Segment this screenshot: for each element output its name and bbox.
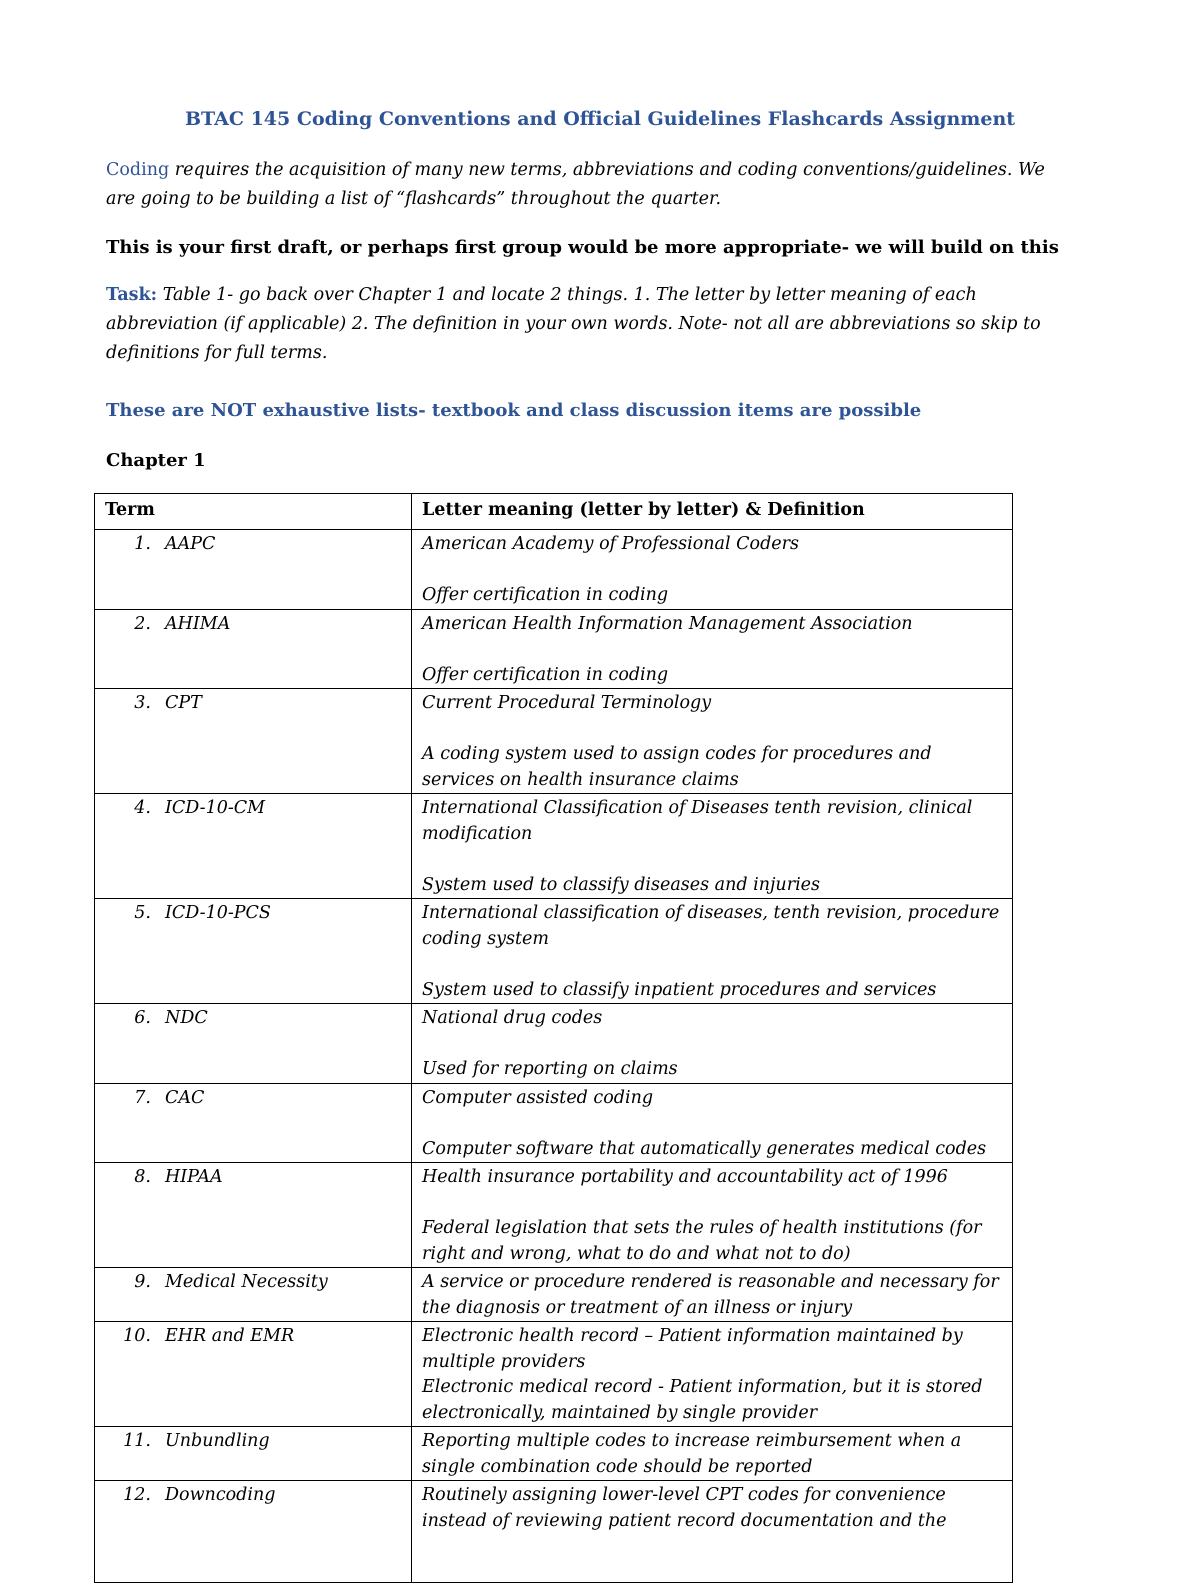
spacer [422,717,1002,743]
term-label: Medical Necessity [165,1272,328,1292]
letter-meaning: Computer assisted coding [422,1087,654,1108]
definition-text: Used for reporting on claims [422,1059,678,1079]
term-cell [95,1163,412,1268]
term-cell [95,689,412,794]
letter-meaning: International classification of diseases, tenth revision, procedure coding system [422,903,1000,949]
document-title: BTAC 145 Coding Conventions and Official Guidelines Flashcards Assignment [184,108,1016,130]
spacer [422,558,1002,584]
term-cell [95,1004,412,1084]
definition-text: A coding system used to assign codes for procedures and services on health insurance claims [422,744,932,790]
flashcards-table [94,493,1013,1583]
letter-meaning: National drug codes [422,1008,603,1028]
header-definition: Letter meaning (letter by letter) & Definition [412,494,1013,530]
term-cell [95,530,412,610]
spacer [422,1191,1002,1217]
letter-meaning: Routinely assigning lower-level CPT codes for convenience instead of reviewing patient record documentation and the [422,1485,947,1531]
row-number: 2. [134,613,151,634]
term-cell [95,1268,412,1322]
term-label: Unbundling [165,1431,270,1451]
letter-meaning: Health insurance portability and accountability act of 1996 [422,1167,948,1187]
letter-meaning: Current Procedural Terminology [422,693,712,713]
table-row [95,530,1013,610]
spacer [422,637,1002,663]
definition-cell [412,1427,1013,1481]
letter-meaning: International Classification of Diseases tenth revision, clinical modification [422,798,973,844]
term-label: CAC [165,1087,205,1108]
row-number: 12. [123,1485,151,1505]
term-cell [95,1083,412,1163]
definition-cell [412,689,1013,794]
letter-meaning: A service or procedure rendered is reasonable and necessary for the diagnosis or treatment of an illness or injury [422,1272,999,1318]
task-paragraph [106,281,1066,368]
table-row [95,794,1013,899]
intro-paragraph [106,156,1066,214]
term-cell [95,794,412,899]
task-text: Table 1- go back over Chapter 1 and locate 2 things. 1. The letter by letter meaning of each abbreviation (if applicable) 2. The definition in your own words. Note- not all are abbreviations so skip to definitions for full terms. [106,285,1041,363]
row-number: 10. [123,1326,151,1346]
term-label: HIPAA [165,1167,223,1187]
spacer [422,1032,1002,1058]
chapter-heading: Chapter 1 [106,450,206,471]
definition-text: Offer certification in coding [422,664,669,685]
definition-cell [412,609,1013,689]
definition-cell [412,899,1013,1004]
table-body [95,530,1013,1583]
table-row [95,899,1013,1004]
definition-cell [412,1083,1013,1163]
definition-cell [412,1268,1013,1322]
table-row [95,689,1013,794]
table-row [95,1083,1013,1163]
table-row [95,1268,1013,1322]
row-number: 9. [134,1272,151,1292]
row-number: 3. [134,693,151,713]
intro-text: requires the acquisition of many new terms, abbreviations and coding conventions/guidelines. We are going to be building a list of “flashcards” throughout the quarter. [106,160,1045,209]
term-label: Downcoding [165,1485,276,1505]
draft-note: This is your first draft, or perhaps first group would be more appropriate- we will build on this [106,237,1059,258]
row-number: 4. [134,798,151,818]
definition-text: Federal legislation that sets the rules of health institutions (for right and wrong, what to do and what not to do) [422,1218,982,1264]
letter-meaning: American Academy of Professional Coders [422,534,799,554]
row-number: 5. [134,903,151,923]
definition-text: System used to classify diseases and injuries [422,874,821,895]
term-label: AAPC [165,534,216,554]
definition-text: Computer software that automatically generates medical codes [422,1138,987,1159]
term-cell [95,1427,412,1481]
term-label: CPT [165,693,202,713]
spacer [422,1111,1002,1137]
spacer [422,847,1002,873]
letter-meaning: American Health Information Management Association [422,613,913,634]
header-term: Term [95,494,412,530]
term-label: ICD-10-PCS [165,903,271,923]
term-cell [95,899,412,1004]
definition-cell [412,1004,1013,1084]
term-cell [95,1322,412,1427]
intro-lead: Coding [106,160,170,180]
definition-cell [412,794,1013,899]
definition-text: System used to classify inpatient procedures and services [422,979,937,1000]
term-cell [95,1481,412,1583]
definition-text: Offer certification in coding [422,585,669,605]
letter-meaning: Reporting multiple codes to increase reimbursement when a single combination code should be reported [422,1431,962,1477]
table-row [95,1163,1013,1268]
table-header-row [95,494,1013,530]
row-number: 7. [134,1087,151,1108]
row-number: 11. [123,1431,151,1451]
task-lead: Task: [106,285,158,305]
term-label: EHR and EMR [165,1326,295,1346]
spacer [422,952,1002,978]
definition-cell [412,1481,1013,1583]
term-label: AHIMA [165,613,231,634]
row-number: 8. [134,1167,151,1187]
table-row [95,1004,1013,1084]
table-row [95,1427,1013,1481]
definition-cell [412,530,1013,610]
definition-text: Electronic medical record - Patient information, but it is stored electronically, maintained by single provider [422,1377,983,1423]
table-row [95,1322,1013,1427]
term-label: ICD-10-CM [165,798,266,818]
definition-cell [412,1322,1013,1427]
term-cell [95,609,412,689]
letter-meaning: Electronic health record – Patient information maintained by multiple providers [422,1326,963,1372]
table-row [95,1481,1013,1583]
definition-cell [412,1163,1013,1268]
row-number: 1. [134,534,151,554]
table-row [95,609,1013,689]
term-label: NDC [165,1008,208,1028]
not-exhaustive-note: These are NOT exhaustive lists- textbook and class discussion items are possible [106,400,922,421]
row-number: 6. [134,1008,151,1028]
